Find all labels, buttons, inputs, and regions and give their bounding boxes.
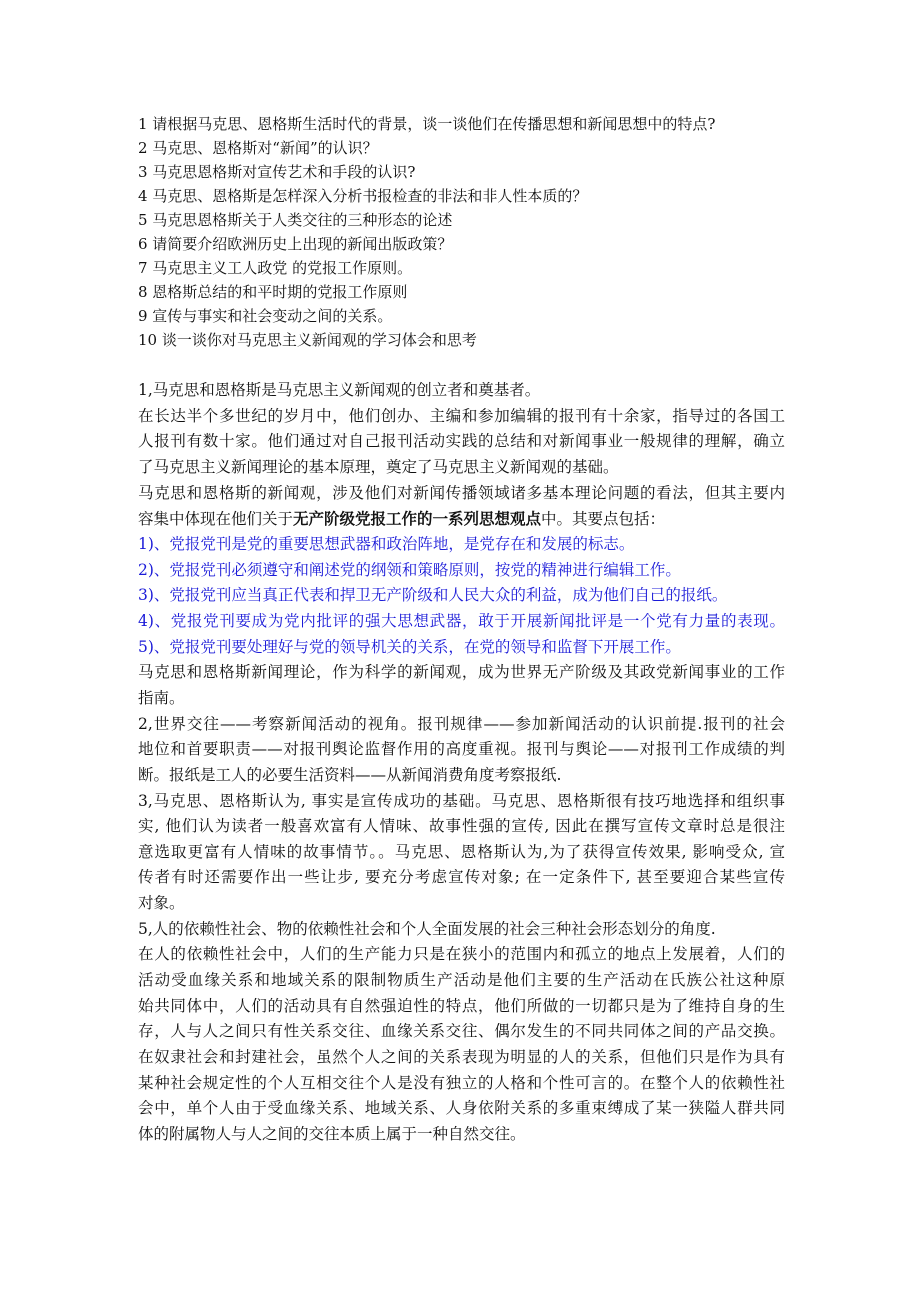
body-text: 某种社会规定性的个人互相交往个人是没有独立的人格和个性可言的。在整个人的依赖性社: [138, 1073, 785, 1092]
answer-line: [138, 942, 785, 968]
body-text: 马克思和恩格斯新闻理论，作为科学的新闻观，成为世界无产阶级及其政党新闻事业的工作: [138, 663, 785, 682]
question-item: 9 宣传与事实和社会变动之间的关系。: [138, 307, 393, 325]
body-text: 体的附属物人与人之间的交往本质上属于一种自然交往。: [138, 1125, 526, 1144]
answer-line: [138, 789, 785, 815]
answer-line: [138, 1071, 785, 1097]
key-point-text: 4)、党报党刊要成为党内批评的强大思想武器，敢于开展新闻批评是一个党有力量的表现。: [138, 611, 785, 630]
body-text: 断。报纸是工人的必要生活资料——从新闻消费角度考察报纸.: [138, 765, 562, 784]
question-item: 5 马克思恩格斯关于人类交往的三种形态的论述: [138, 211, 453, 229]
key-point-text: 5)、党报党刊要处理好与党的领导机关的关系，在党的领导和监督下开展工作。: [138, 637, 681, 656]
question-item: 1 请根据马克思、恩格斯生活时代的背景，谈一谈他们在传播思想和新闻思想中的特点?: [138, 115, 716, 133]
body-text: 指南。: [138, 688, 185, 707]
body-text: 活动受血缘关系和地域关系的限制物质生产活动是他们主要的生产活动在氏族公社这种原: [138, 971, 785, 990]
question-item: 2 马克思、恩格斯对“新闻”的认识？: [138, 139, 378, 157]
body-text: 意选取更富有人情味的故事情节。。马克思、恩格斯认为,为了获得宣传效果, 影响受众, 宣: [138, 842, 785, 861]
answer-line: [138, 635, 785, 661]
answer-line: [138, 814, 785, 840]
question-item: 6 请简要介绍欧洲历史上出现的新闻出版政策？: [138, 235, 453, 253]
answer-line: [138, 1019, 785, 1045]
body-text: 在奴隶社会和封建社会，虽然个人之间的关系表现为明显的人的关系，但他们只是作为具有: [138, 1048, 785, 1067]
answer-line: [138, 506, 785, 532]
answer-line: [138, 583, 785, 609]
body-text: 马克思和恩格斯的新闻观，涉及他们对新闻传播领域诸多基本理论问题的看法，但其主要内: [138, 483, 785, 502]
answer-line: [138, 712, 785, 738]
answer-line: [138, 429, 785, 455]
key-point-text: 1)、党报党刊是党的重要思想武器和政治阵地，是党存在和发展的标志。: [138, 534, 635, 553]
question-item: 3 马克思恩格斯对宣传艺术和手段的认识?: [138, 163, 416, 181]
emphasis-text: 无产阶级党报工作的一系列思想观点: [293, 509, 542, 529]
answer-line: [138, 891, 785, 917]
body-text: 在长达半个多世纪的岁月中，他们创办、主编和参加编辑的报刊有十余家，指导过的各国工: [138, 406, 785, 425]
answer-line: [138, 917, 785, 943]
answer-line: [138, 865, 785, 891]
body-text: 传者有时还需要作出一些让步, 要充分考虑宣传对象; 在一定条件下, 甚至要迎合某些宣传: [138, 868, 785, 887]
answer-line: [138, 378, 785, 404]
key-point-text: 3)、党报党刊应当真正代表和捍卫无产阶级和人民大众的利益，成为他们自己的报纸。: [138, 586, 728, 605]
body-text: 会中，单个人由于受血缘关系、地域关系、人身依附关系的多重束缚成了某一狭隘人群共同: [138, 1099, 785, 1118]
key-point-text: 2)、党报党刊必须遵守和阐述党的纲领和策略原则，按党的精神进行编辑工作。: [138, 560, 681, 579]
answer-line: [138, 532, 785, 558]
answer-line: [138, 840, 785, 866]
answer-line: [138, 1096, 785, 1122]
answer-line: [138, 1122, 785, 1148]
answer-line: [138, 660, 785, 686]
question-item: 8 恩格斯总结的和平时期的党报工作原则: [138, 283, 408, 301]
body-text: 始共同体中，人们的活动具有自然强迫性的特点，他们所做的一切都只是为了维持自身的生: [138, 996, 785, 1015]
answer-line: [138, 1045, 785, 1071]
answer-line: [138, 404, 785, 430]
answer-line: [138, 994, 785, 1020]
answer-line: [138, 558, 785, 584]
body-text: 对象。: [138, 894, 185, 913]
body-text: 3,马克思、恩格斯认为, 事实是宣传成功的基础。马克思、恩格斯很有技巧地选择和组织事: [138, 791, 785, 810]
body-text: 中。其要点包括：: [541, 510, 666, 529]
answer-section: [138, 378, 785, 1148]
answer-line: [138, 686, 785, 712]
body-text: 1,马克思和恩格斯是马克思主义新闻观的创立者和奠基者。: [138, 381, 541, 399]
answer-line: [138, 737, 785, 763]
body-text: 2,世界交往——考察新闻活动的视角。报刊规律——参加新闻活动的认识前提.报刊的社会: [138, 714, 785, 733]
answer-line: [138, 481, 785, 507]
body-text: 了马克思主义新闻理论的基本原理，奠定了马克思主义新闻观的基础。: [138, 457, 619, 476]
body-text: 容集中体现在他们关于: [138, 510, 294, 529]
body-text: 在人的依赖性社会中，人们的生产能力只是在狭小的范围内和孤立的地点上发展着，人们的: [138, 945, 785, 964]
answer-line: [138, 968, 785, 994]
answer-line: [138, 609, 785, 635]
question-item: 4 马克思、恩格斯是怎样深入分析书报检查的非法和非人性本质的？: [138, 187, 588, 205]
body-text: 存，人与人之间只有性关系交往、血缘关系交往、偶尔发生的不同共同体之间的产品交换。: [138, 1022, 785, 1041]
question-list: [138, 112, 798, 352]
answer-line: [138, 455, 785, 481]
body-text: 5,人的依赖性社会、物的依赖性社会和个人全面发展的社会三种社会形态划分的角度.: [138, 919, 716, 938]
question-item: 7 马克思主义工人政党 的党报工作原则。: [138, 259, 413, 277]
body-text: 人报刊有数十家。他们通过对自己报刊活动实践的总结和对新闻事业一般规律的理解，确立: [138, 432, 785, 451]
answer-line: [138, 763, 785, 789]
body-text: 实, 他们认为读者一般喜欢富有人情味、故事性强的宣传, 因此在撰写宣传文章时总是很注: [138, 817, 785, 836]
body-text: 地位和首要职责——对报刊舆论监督作用的高度重视。报刊与舆论——对报刊工作成绩的判: [138, 740, 785, 759]
question-item: 10 谈一谈你对马克思主义新闻观的学习体会和思考: [138, 331, 477, 349]
